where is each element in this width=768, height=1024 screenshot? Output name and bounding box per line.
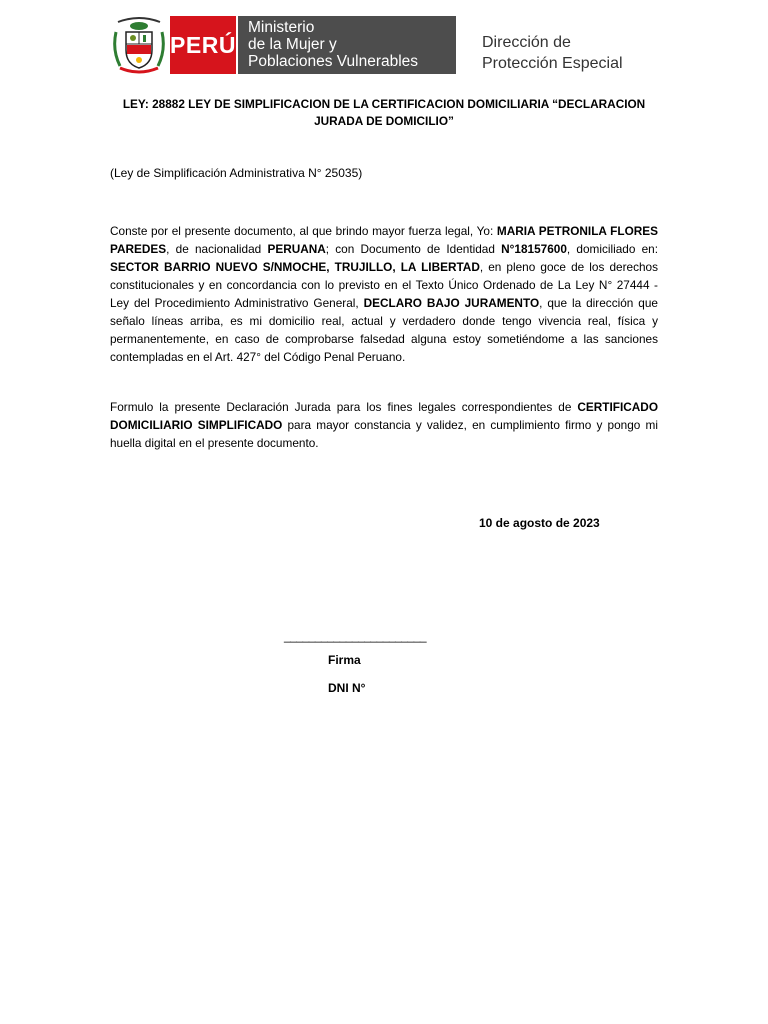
text-run: para mayor constancia y validez, en cumplimiento firmo y pongo mi huella digital en el presente documento. (110, 418, 658, 450)
text-run: , domiciliado en: (566, 242, 659, 256)
declaration-phrase: DECLARO BAJO JURAMENTO (363, 296, 540, 310)
ministry-line: Ministerio (248, 19, 315, 36)
nationality: PERUANA (267, 242, 326, 256)
purpose-paragraph (110, 398, 658, 452)
text-run: , en pleno goce de los derechos constitucionales y en concordancia con lo previsto en el Texto Único Ordenado de La Ley N° 27444 - Ley del Procedimiento Administrativo General, (110, 260, 658, 310)
direction-line: Dirección de (482, 34, 571, 51)
text-run: , de nacionalidad (166, 242, 268, 256)
ministry-line: Poblaciones Vulnerables (248, 53, 419, 70)
text-run: , que la dirección que señalo líneas arriba, es mi domicilio real, actual y verdadero donde tengo vivencia real, física y permanentemente, en caso de comprobarse falsedad alguna estoy sometiéndome a las sanciones contempladas en el Art. 427° del Código Penal Peruano. (110, 296, 658, 364)
declaration-paragraph (110, 222, 658, 366)
document-title: LEY: 28882 LEY DE SIMPLIFICACION DE LA CERTIFICACION DOMICILIARIA “DECLARACION JURADA DE DOMICILIO” (122, 97, 646, 128)
letterhead (112, 14, 652, 76)
direction-name (482, 32, 623, 74)
document-date: 10 de agosto de 2023 (479, 516, 600, 530)
ministry-line: de la Mujer y (248, 36, 337, 53)
certificate-type: CERTIFICADO DOMICILIARIO SIMPLIFICADO (110, 400, 658, 432)
text-run: Formulo la presente Declaración Jurada para los fines legales correspondientes de (110, 400, 578, 414)
peru-brand-label: PERÚ (170, 16, 236, 74)
law-reference: (Ley de Simplificación Administrativa N° 25035) (110, 166, 363, 180)
text-run: Conste por el presente documento, al que brindo mayor fuerza legal, Yo: (110, 224, 497, 238)
text-run: ; con Documento de Identidad (325, 242, 502, 256)
signature-label: Firma (328, 653, 361, 667)
signature-line: _______________________ (284, 629, 426, 643)
peru-coat-of-arms-icon (112, 14, 166, 74)
ministry-name (238, 16, 456, 74)
declarant-name: MARIA PETRONILA FLORES PAREDES (110, 224, 658, 256)
direction-line: Protección Especial (482, 55, 623, 72)
document-number: N°18157600 (501, 242, 567, 256)
dni-label: DNI N° (328, 681, 366, 695)
address: SECTOR BARRIO NUEVO S/NMOCHE, TRUJILLO, LA LIBERTAD (110, 260, 480, 274)
